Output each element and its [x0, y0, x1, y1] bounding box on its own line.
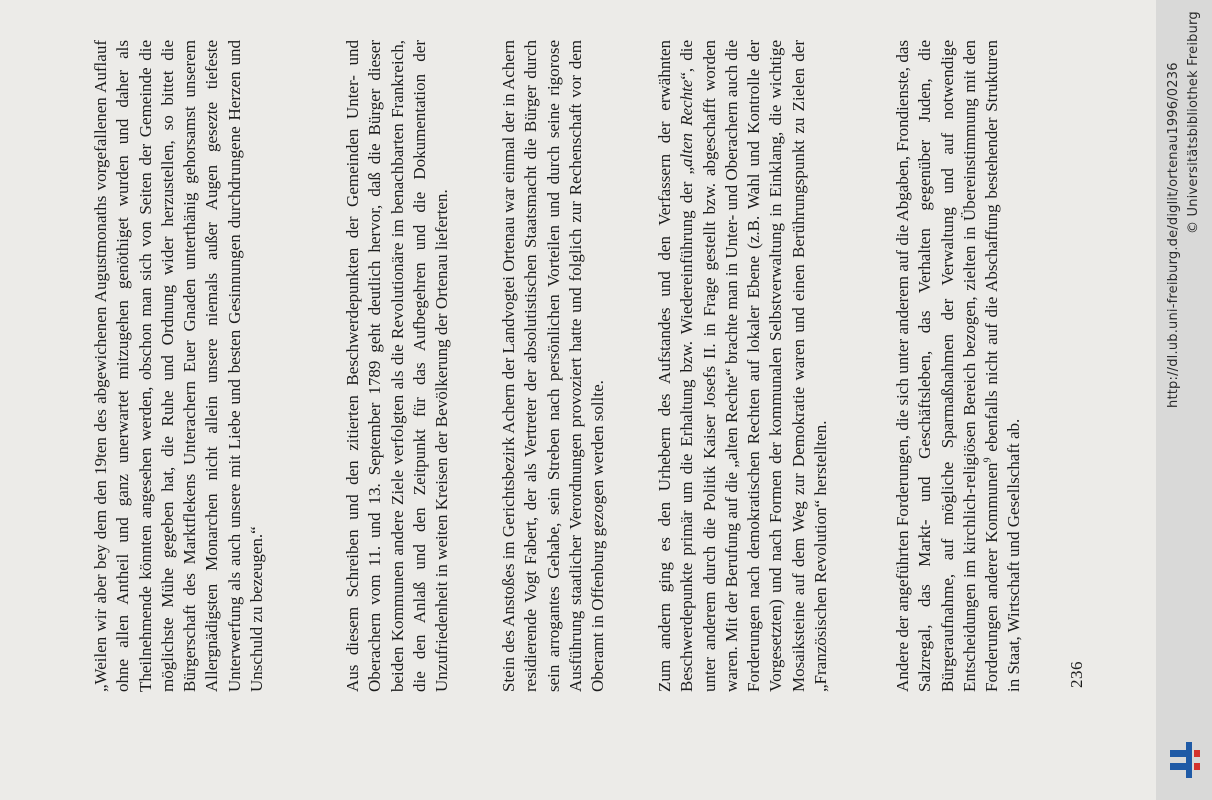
footnote-ref: 9 — [982, 457, 994, 463]
text-run: ebenfalls nicht auf die Abschaffung bestehender Strukturen in Staat, Wirtschaft und Gesellschaft ab. — [982, 40, 1024, 692]
text-run: Aus diesem Schreiben und den zitierten Beschwerdepunkten der Gemeinden Unter- und Oberachern vom 11. und 13. September 1789 geht deutlich hervor, daß die Bürger dieser beiden Kommunen andere Ziele verfolgten als die Revolutionäre im benachbarten Frankreich, die den Anlaß und den Zeitpunkt für das Aufbegehren und die Dokumentation der Unzufriedenheit in weiten Kreisen der Bevölkerung der Ortenau lieferten. — [343, 40, 452, 692]
text-run: „Weilen wir aber bey dem den 19ten des abgewichenen Augustmonaths vorgefallenen Auflauf ohne allen Antheil und ganz unerwartet mitzugehen genöthiget wurden und daher als Theilnehmende könnten angesehen werden, obschon man sich von Seiten der Gemeinde die möglichste Mühe gegeben hat, die Ruhe und Ordnung wider herzustellen, so bittet die Bürgerschaft des Marktflekens Unterachern Euer Gnaden unterthänig gehorsamst unserem Allergnädigsten Monarchen nicht allein unsere niemals außer Augen gesezte tiefeste Unterwerfung als auch unsere mit Liebe und besten Gesinnungen durchdrungene Herzen und Unschuld zu bezeugen.“ — [91, 40, 267, 692]
logo-bar-red-bottom — [1194, 763, 1200, 770]
logo-bar-red-top — [1194, 750, 1200, 757]
paragraph-3 — [498, 40, 609, 692]
provenance-text — [1156, 0, 1212, 800]
text-run: Zum andern ging es den Urhebern des Aufstandes und den Verfassern der erwähnten Beschwerdepunkte primär um die Erhaltung bzw. Wiedereinführung der „ — [655, 40, 697, 692]
paragraph-quote — [90, 40, 268, 692]
text-run: “, die unter anderem durch die Politik Kaiser Josefs II. in Frage gestellt bzw. abgeschafft worden waren. Mit der Berufung auf die „alten Rechte“ brachte man in Unter- und Oberachern auch die Forderungen nach demokratischen Rechten auf lokaler Ebene (z.B. Wahl und Kontrolle der Vorgesetzten) und nach Formen der kommunalen Selbstverwaltung in Einklang, die wichtige Mosaiksteine auf dem Weg zur Demokratie waren und einen Berührungspunkt zu Zielen der „Französischen Revolution“ herstellten. — [677, 40, 831, 692]
book-page — [80, 38, 1130, 800]
text-run: Stein des Anstoßes im Gerichtsbezirk Achern der Landvogtei Ortenau war einmal der in Achern residierende Vogt Fabert, der als Vertreter der absolutistischen Staatsmacht die Bürger durch sein arrogantes Gehabe, sein Streben nach persönlichen Vorteilen und durch seine rigorose Ausführung staatlicher Verordnungen provoziert hatte und folglich zur Rechenschaft vor dem Oberamt in Offenburg gezogen werden sollte. — [499, 40, 608, 692]
page-number: 236 — [1067, 661, 1086, 688]
ub-freiburg-logo-icon — [1164, 740, 1204, 780]
italic-term: alten Rechte — [677, 79, 697, 167]
copyright-notice: © Universitätsbibliothek Freiburg — [1186, 11, 1201, 234]
paragraph-2 — [342, 40, 453, 692]
provenance-strip — [1156, 0, 1212, 800]
paragraph-4 — [654, 40, 832, 692]
logo-bar-red-stem — [1186, 742, 1192, 778]
source-url-link[interactable]: http://dl.ub.uni-freiburg.de/diglit/ortenau1996/0236 — [1166, 62, 1181, 408]
logo-bar-blue-bottom — [1170, 763, 1186, 770]
logo-bar-blue-left — [1170, 750, 1186, 757]
paragraph-5 — [892, 40, 1026, 692]
text-run: Andere der angeführten Forderungen, die sich unter anderem auf die Abgaben, Frondienste, das Salzregal, das Markt- und Geschäftsleben, das Verhalten gegenüber Juden, die Bürgeraufnahme, auf mögliche Sparmaßnahmen der Verwaltung und auf notwendige Entscheidungen im kirchlich-religiösen Bereich bezogen, zielten in Übereinstimmung mit den Forderungen anderer Kommunen — [893, 40, 1002, 692]
